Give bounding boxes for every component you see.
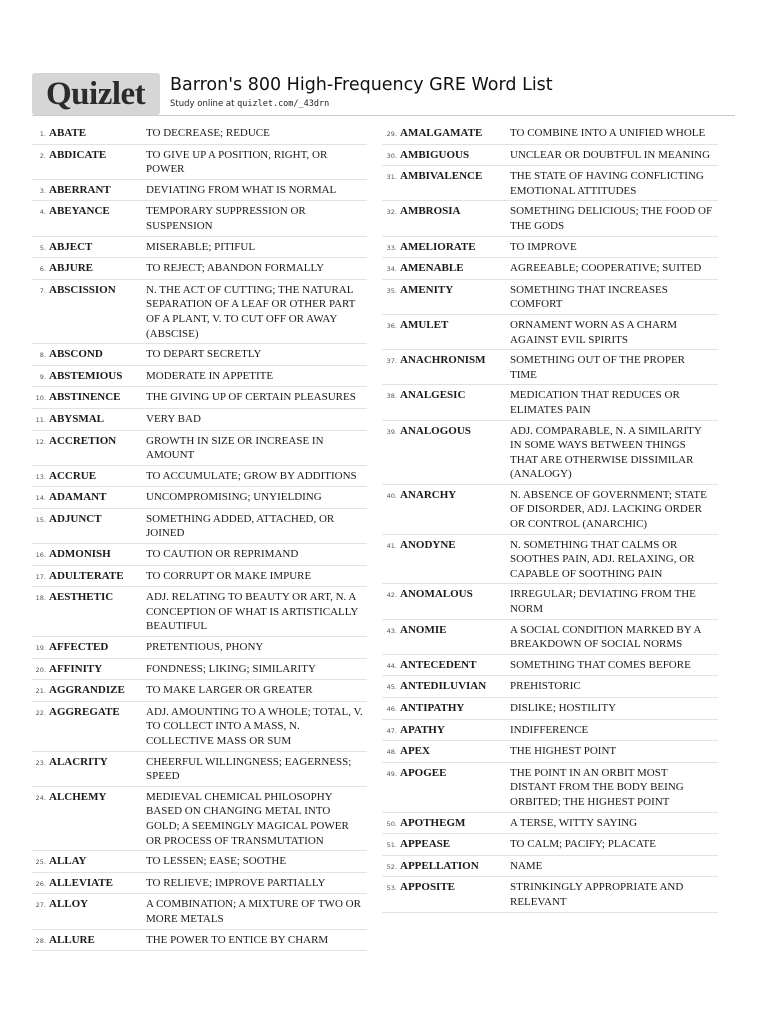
word-entry-row: [32, 180, 367, 202]
entry-definition: SOMETHING DELICIOUS; THE FOOD OF THE GODS: [510, 205, 713, 232]
entry-term: AMBIVALENCE: [400, 170, 483, 183]
entry-definition: N. SOMETHING THAT CALMS OR SOOTHES PAIN, ADJ. RELAXING, OR CAPABLE OF SOOTHING PAIN: [510, 538, 695, 580]
entry-definition: THE POWER TO ENTICE BY CHARM: [146, 933, 329, 946]
entry-term: ACCRETION: [49, 434, 117, 447]
word-entry-row: [32, 409, 367, 431]
entry-definition: TO LESSEN; EASE; SOOTHE: [146, 855, 287, 868]
word-entry-row: [382, 485, 718, 535]
entry-definition: STRINKINGLY APPROPRIATE AND RELEVANT: [510, 881, 684, 908]
word-entry-row: [32, 894, 367, 929]
entry-definition: UNCLEAR OR DOUBTFUL IN MEANING: [510, 148, 711, 161]
word-entry-row: [382, 655, 718, 677]
word-entry-row: [382, 676, 718, 698]
word-entry-row: [382, 421, 718, 485]
entry-number: 53.: [386, 884, 397, 893]
entry-term: ANOMALOUS: [400, 588, 473, 601]
entry-number: 40.: [386, 491, 397, 500]
entry-number: 12.: [35, 437, 46, 446]
entry-number: 30.: [386, 151, 397, 160]
entry-number: 36.: [386, 321, 397, 330]
entry-term: APEX: [400, 745, 430, 758]
entry-number: 8.: [39, 351, 46, 360]
entry-definition: MEDICATION THAT REDUCES OR ELIMATES PAIN: [510, 389, 680, 416]
entry-definition: THE HIGHEST POINT: [510, 745, 617, 758]
entry-term: AGGREGATE: [49, 705, 120, 718]
word-entry-row: [32, 566, 367, 588]
word-entry-row: [32, 930, 367, 952]
entry-definition: UNCOMPROMISING; UNYIELDING: [146, 491, 322, 504]
word-entry-row: [32, 431, 367, 466]
word-entry-row: [32, 851, 367, 873]
entry-term: APPOSITE: [400, 881, 456, 894]
entry-number: 9.: [39, 372, 46, 381]
word-entry-row: [32, 787, 367, 851]
word-entry-row: [382, 535, 718, 585]
entry-number: 48.: [386, 748, 397, 757]
word-entry-row: [32, 680, 367, 702]
header-divider: [32, 115, 735, 116]
entry-definition: TO CAUTION OR REPRIMAND: [146, 548, 299, 561]
entry-number: 21.: [35, 687, 46, 696]
word-entry-row: [382, 145, 718, 167]
entry-term: ANODYNE: [400, 538, 456, 551]
entry-definition: CHEERFUL WILLINGNESS; EAGERNESS; SPEED: [146, 755, 352, 783]
entry-term: ABERRANT: [49, 183, 111, 196]
entry-number: 49.: [386, 769, 397, 778]
entry-number: 19.: [35, 644, 46, 653]
word-entry-row: [32, 659, 367, 681]
page-header: [32, 73, 735, 115]
entry-term: ABSTINENCE: [49, 391, 121, 404]
word-entry-row: [32, 344, 367, 366]
entry-term: ABATE: [49, 127, 87, 139]
word-entry-row: [382, 123, 718, 145]
entry-term: ABDICATE: [49, 148, 107, 161]
entry-number: 7.: [39, 286, 46, 295]
entry-definition: TO CALM; PACIFY; PLACATE: [510, 838, 656, 851]
entry-number: 34.: [386, 265, 397, 274]
entry-number: 44.: [386, 661, 397, 670]
entry-definition: NAME: [510, 859, 543, 872]
word-entry-row: [382, 877, 718, 912]
entry-number: 15.: [35, 515, 46, 524]
entry-number: 11.: [35, 415, 46, 424]
word-entry-row: [382, 720, 718, 742]
entry-number: 39.: [386, 427, 397, 436]
entry-term: AGGRANDIZE: [49, 684, 125, 697]
entry-number: 52.: [386, 862, 397, 871]
entry-term: ABSCISSION: [49, 283, 116, 296]
entry-definition: GROWTH IN SIZE OR INCREASE IN AMOUNT: [146, 434, 324, 462]
word-entry-row: [32, 123, 367, 145]
entry-term: ADULTERATE: [49, 569, 124, 582]
entry-number: 38.: [386, 392, 397, 401]
entry-term: AMENABLE: [400, 262, 464, 275]
entry-number: 26.: [35, 879, 46, 888]
entry-number: 41.: [386, 541, 397, 550]
entry-number: 51.: [386, 841, 397, 850]
entry-number: 2.: [39, 151, 46, 160]
entry-number: 27.: [35, 901, 46, 910]
entry-definition: TO DECREASE; REDUCE: [146, 127, 270, 139]
entry-number: 43.: [386, 626, 397, 635]
entry-number: 6.: [39, 265, 46, 274]
word-entry-row: [32, 387, 367, 409]
logo-text: Quizlet: [46, 76, 146, 112]
word-entry-row: [32, 237, 367, 259]
entry-number: 25.: [35, 858, 46, 867]
entry-definition: TO ACCUMULATE; GROW BY ADDITIONS: [146, 469, 357, 482]
entry-term: ABSCOND: [49, 348, 103, 361]
entry-definition: DISLIKE; HOSTILITY: [510, 702, 617, 714]
entry-term: ANOMIE: [400, 623, 447, 636]
entry-number: 47.: [386, 726, 397, 735]
entry-number: 20.: [35, 665, 46, 674]
entry-number: 18.: [35, 594, 46, 603]
entry-definition: PRETENTIOUS, PHONY: [146, 641, 264, 654]
entry-term: AMELIORATE: [400, 240, 476, 253]
entry-definition: MEDIEVAL CHEMICAL PHILOSOPHY BASED ON CHANGING METAL INTO GOLD; A SEEMINGLY MAGICAL POWER OR PROCESS OF TRANSMUTATION: [146, 790, 349, 847]
page-subtitle: [170, 99, 329, 109]
entry-term: AMENITY: [400, 283, 454, 296]
entry-term: APOGEE: [400, 766, 447, 779]
word-entry-row: [382, 385, 718, 420]
entry-definition: N. ABSENCE OF GOVERNMENT; STATE OF DISORDER, ADJ. LACKING ORDER OR CONTROL (ANARCHIC): [510, 488, 707, 531]
entry-number: 45.: [386, 683, 397, 692]
entry-number: 29.: [386, 130, 397, 138]
entry-term: AMBIGUOUS: [400, 148, 470, 161]
entry-term: ADMONISH: [49, 548, 111, 561]
entry-term: ABEYANCE: [49, 205, 110, 218]
entry-definition: DEVIATING FROM WHAT IS NORMAL: [146, 183, 337, 196]
entry-term: ABJURE: [49, 262, 94, 275]
entry-definition: SOMETHING OUT OF THE PROPER TIME: [510, 354, 686, 381]
word-entry-row: [32, 752, 367, 787]
entry-definition: ORNAMENT WORN AS A CHARM AGAINST EVIL SPIRITS: [510, 318, 678, 346]
word-entry-row: [382, 741, 718, 763]
entry-definition: N. THE ACT OF CUTTING; THE NATURAL SEPARATION OF A LEAF OR OTHER PART OF A PLANT, V. TO CUT OFF OR AWAY (ABSCISE): [146, 283, 356, 340]
word-entry-row: [382, 280, 718, 315]
word-entry-row: [382, 763, 718, 813]
entry-number: 17.: [35, 572, 46, 581]
word-entry-row: [32, 280, 367, 344]
entry-number: 24.: [35, 793, 46, 802]
entry-definition: VERY BAD: [146, 412, 201, 425]
entry-term: ANTEDILUVIAN: [400, 680, 487, 693]
entry-term: ALLAY: [49, 855, 87, 868]
word-entry-row: [32, 873, 367, 895]
word-entry-row: [382, 237, 718, 259]
entry-definition: SOMETHING THAT INCREASES COMFORT: [510, 283, 668, 311]
entry-term: ABSTEMIOUS: [49, 369, 123, 382]
entry-definition: TO MAKE LARGER OR GREATER: [146, 684, 313, 697]
entry-term: ANTECEDENT: [400, 658, 477, 671]
entry-term: APPEASE: [400, 838, 451, 851]
entry-definition: TO GIVE UP A POSITION, RIGHT, OR POWER: [146, 148, 328, 176]
entry-definition: TO IMPROVE: [510, 240, 577, 253]
entry-definition: PREHISTORIC: [510, 680, 581, 693]
entry-definition: MODERATE IN APPETITE: [146, 369, 274, 382]
entry-term: ANTIPATHY: [400, 702, 465, 714]
entry-term: ALLEVIATE: [49, 876, 113, 889]
entry-term: AMBROSIA: [400, 205, 461, 218]
word-entry-row: [382, 856, 718, 878]
entry-number: 35.: [386, 286, 397, 295]
word-entry-row: [32, 509, 367, 544]
entry-term: ANARCHY: [400, 488, 457, 501]
word-entry-row: [32, 466, 367, 488]
entry-definition: SOMETHING THAT COMES BEFORE: [510, 658, 691, 671]
entry-definition: TO CORRUPT OR MAKE IMPURE: [146, 569, 312, 582]
word-list-left-column: [32, 123, 367, 951]
entry-number: 4.: [39, 208, 46, 217]
entry-term: ACCRUE: [49, 469, 97, 482]
entry-number: 50.: [386, 819, 397, 828]
entry-definition: TO COMBINE INTO A UNIFIED WHOLE: [510, 127, 706, 139]
entry-definition: ADJ. RELATING TO BEAUTY OR ART, N. A CONCEPTION OF WHAT IS ARTISTICALLY BEAUTIFUL: [146, 591, 358, 633]
entry-definition: ADJ. AMOUNTING TO A WHOLE; TOTAL, V. TO COLLECT INTO A MASS, N. COLLECTIVE MASS OR SUM: [146, 705, 363, 747]
entry-number: 28.: [35, 936, 46, 945]
entry-definition: ADJ. COMPARABLE, N. A SIMILARITY IN SOME WAYS BETWEEN THINGS THAT ARE OTHERWISE DISSIMILAR (ANALOGY): [510, 424, 702, 481]
entry-term: ALCHEMY: [49, 790, 107, 803]
entry-term: ANALGESIC: [400, 389, 466, 402]
entry-term: ANACHRONISM: [400, 354, 486, 367]
entry-definition: TEMPORARY SUPPRESSION OR SUSPENSION: [146, 205, 306, 232]
entry-term: APPELLATION: [400, 859, 479, 872]
word-entry-row: [32, 487, 367, 509]
entry-term: APATHY: [400, 723, 445, 736]
word-entry-row: [32, 587, 367, 637]
word-entry-row: [382, 584, 718, 619]
entry-number: 32.: [386, 208, 397, 217]
entry-term: ABYSMAL: [49, 412, 105, 425]
word-entry-row: [382, 258, 718, 280]
word-entry-row: [32, 258, 367, 280]
entry-term: ADJUNCT: [49, 512, 102, 525]
subtitle-prefix: Study online at: [170, 99, 238, 109]
word-entry-row: [382, 834, 718, 856]
entry-term: ALLOY: [49, 898, 89, 911]
word-entry-row: [32, 201, 367, 236]
entry-definition: TO RELIEVE; IMPROVE PARTIALLY: [146, 876, 326, 889]
word-entry-row: [32, 544, 367, 566]
entry-number: 46.: [386, 705, 397, 713]
entry-number: 37.: [386, 357, 397, 366]
subtitle-url[interactable]: quizlet.com/_43drn: [237, 99, 330, 109]
entry-number: 42.: [386, 591, 397, 600]
page-title: Barron's 800 High-Frequency GRE Word List: [170, 75, 553, 95]
entry-term: ADAMANT: [49, 491, 107, 504]
entry-term: ALLURE: [49, 933, 95, 946]
word-list-right-column: [382, 123, 718, 913]
entry-term: AESTHETIC: [49, 591, 114, 604]
entry-term: ANALOGOUS: [400, 424, 471, 437]
word-entry-row: [32, 637, 367, 659]
entry-definition: A SOCIAL CONDITION MARKED BY A BREAKDOWN OF SOCIAL NORMS: [510, 623, 701, 651]
entry-number: 23.: [35, 758, 46, 767]
entry-definition: FONDNESS; LIKING; SIMILARITY: [146, 662, 316, 675]
word-entry-row: [382, 201, 718, 236]
entry-number: 16.: [35, 551, 46, 560]
entry-number: 22.: [35, 708, 46, 717]
word-entry-row: [32, 366, 367, 388]
entry-term: APOTHEGM: [400, 816, 466, 829]
entry-definition: INDIFFERENCE: [510, 723, 589, 736]
entry-term: ALACRITY: [49, 755, 108, 768]
entry-definition: THE POINT IN AN ORBIT MOST DISTANT FROM THE BODY BEING ORBITED; THE HIGHEST POINT: [510, 766, 684, 808]
entry-number: 13.: [35, 472, 46, 481]
entry-term: AFFINITY: [49, 662, 103, 675]
entry-definition: THE GIVING UP OF CERTAIN PLEASURES: [146, 391, 356, 404]
word-entry-row: [382, 813, 718, 835]
entry-definition: MISERABLE; PITIFUL: [146, 240, 256, 253]
entry-number: 5.: [39, 243, 46, 252]
word-entry-row: [382, 315, 718, 350]
entry-number: 14.: [35, 494, 46, 503]
entry-term: ABJECT: [49, 240, 93, 253]
entry-number: 33.: [386, 243, 397, 252]
entry-term: AMULET: [400, 318, 449, 331]
word-entry-row: [32, 702, 367, 752]
entry-number: 3.: [39, 186, 46, 195]
entry-definition: A COMBINATION; A MIXTURE OF TWO OR MORE METALS: [146, 898, 361, 925]
word-entry-row: [382, 698, 718, 720]
word-entry-row: [382, 350, 718, 385]
entry-number: 1.: [39, 130, 46, 138]
entry-number: 10.: [35, 394, 46, 403]
entry-definition: SOMETHING ADDED, ATTACHED, OR JOINED: [146, 512, 335, 540]
word-entry-row: [382, 620, 718, 655]
entry-definition: TO REJECT; ABANDON FORMALLY: [146, 262, 325, 275]
entry-definition: A TERSE, WITTY SAYING: [510, 816, 638, 829]
entry-number: 31.: [386, 173, 397, 182]
word-entry-row: [32, 145, 367, 180]
entry-term: AMALGAMATE: [400, 127, 483, 139]
entry-definition: TO DEPART SECRETLY: [146, 348, 262, 361]
entry-definition: THE STATE OF HAVING CONFLICTING EMOTIONAL ATTITUDES: [510, 170, 704, 197]
entry-definition: IRREGULAR; DEVIATING FROM THE NORM: [510, 588, 696, 616]
entry-definition: AGREEABLE; COOPERATIVE; SUITED: [510, 262, 702, 275]
word-entry-row: [382, 166, 718, 201]
entry-term: AFFECTED: [49, 641, 109, 654]
quizlet-logo: [32, 73, 160, 115]
